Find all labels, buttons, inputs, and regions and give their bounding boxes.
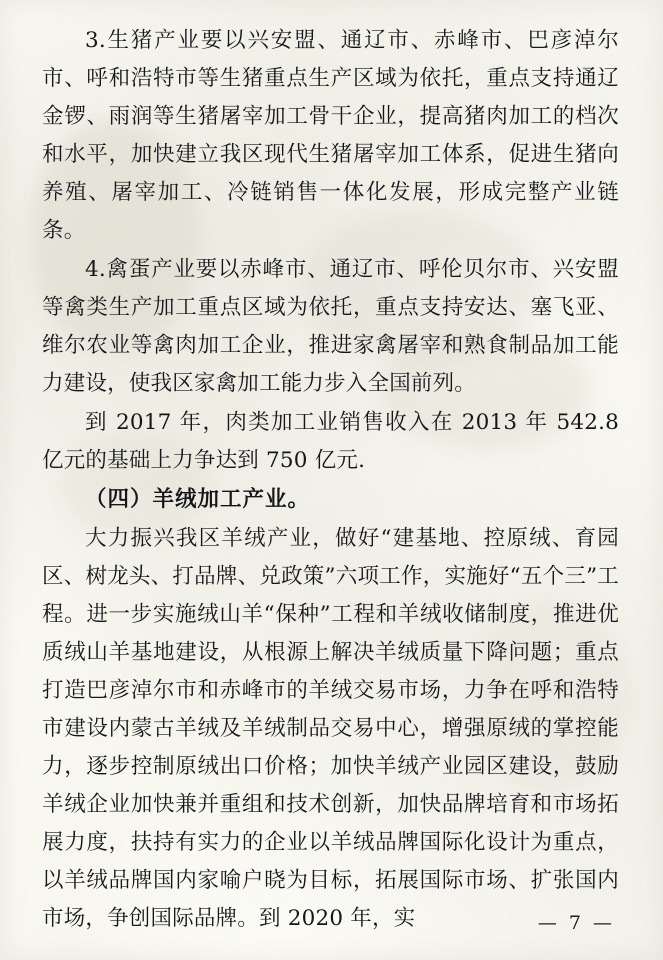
page-number: — 7 — (537, 912, 615, 934)
paragraph-2017-target: 到 2017 年，肉类加工业销售收入在 2013 年 542.8 亿元的基础上力争达到 750 亿元. (42, 410, 619, 473)
paragraph-pig-industry: 3.生猪产业要以兴安盟、通辽市、赤峰市、巴彦淖尔市、呼和浩特市等生猪重点生产区域为依托，重点支持通辽金锣、雨润等生猪屠宰加工骨干企业，提高猪肉加工的档次和水平，加快建立我区现代生猪屠宰加工体系，促进生猪向养殖、屠宰加工、冷链销售一体化发展，形成完整产业链条。 (42, 28, 619, 243)
paragraph-poultry-egg-industry: 4.禽蛋产业要以赤峰市、通辽市、呼伦贝尔市、兴安盟等禽类生产加工重点区域为依托，重点支持安达、塞飞亚、维尔农业等禽肉加工企业，推进家禽屠宰和熟食制品加工能力建设，使我区家禽加工能力步入全国前列。 (42, 257, 619, 396)
section-heading-cashmere: （四）羊绒加工产业。 (85, 487, 311, 512)
paragraph-cashmere-body: 大力振兴我区羊绒产业，做好“建基地、控原绒、育园区、树龙头、打品牌、兑政策”六项工作，实施好“五个三”工程。进一步实施绒山羊“保种”工程和羊绒收储制度，推进优质绒山羊基地建设，从根源上解决羊绒质量下降问题；重点打造巴彦淖尔市和赤峰市的羊绒交易市场，力争在呼和浩特市建设内蒙古羊绒及羊绒制品交易中心，增强原绒的掌控能力，逐步控制原绒出口价格；加快羊绒产业园区建设，鼓励羊绒企业加快兼并重组和技术创新，加快品牌培育和市场拓展力度，扶持有实力的企业以羊绒品牌国际化设计为重点，以羊绒品牌国内家喻户晓为目标，拓展国际市场、扩张国内市场，争创国际品牌。到 2020 年，实 (42, 526, 619, 931)
